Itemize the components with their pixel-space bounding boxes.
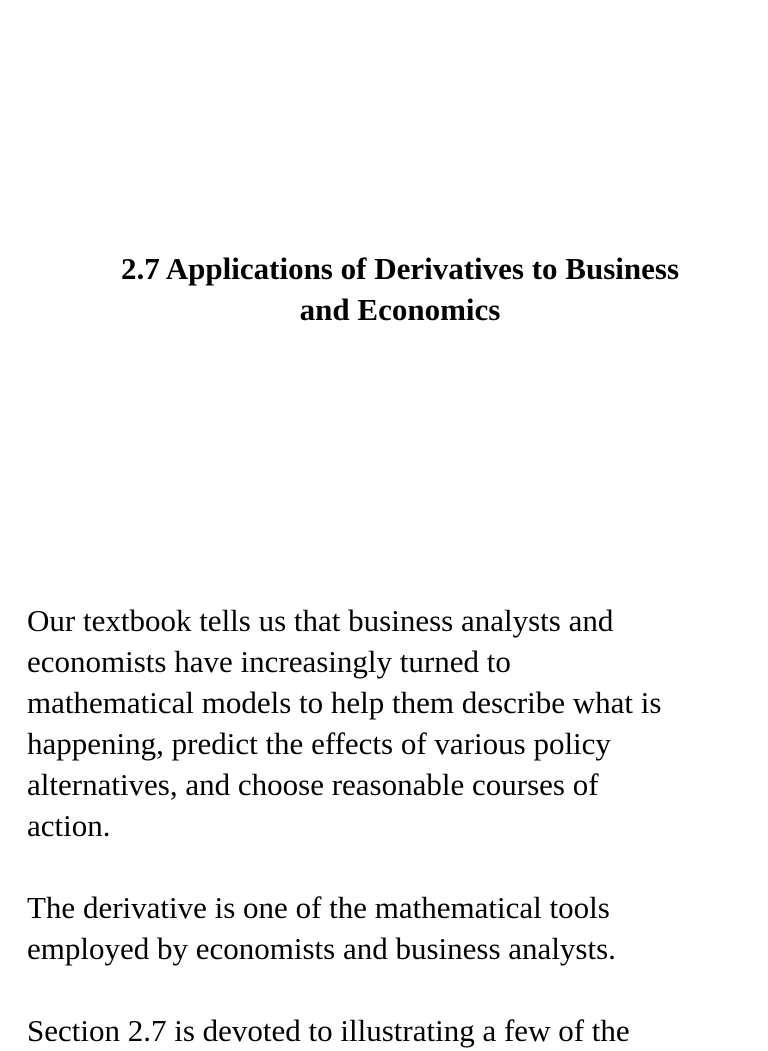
paragraph-intro [27, 600, 757, 846]
paragraph-line: Section 2.7 is devoted to illustrating a few of the [27, 1013, 630, 1048]
paragraph-line: Our textbook tells us that business analysts and [27, 603, 614, 638]
paragraph-line: alternatives, and choose reasonable courses of [27, 767, 599, 802]
paragraph-line: The derivative is one of the mathematical tools [27, 890, 610, 925]
paragraph-derivative-tool [27, 887, 757, 969]
paragraph-line: mathematical models to help them describe what is [27, 685, 662, 720]
paragraph-line: action. [27, 808, 111, 843]
paragraph-section-overview [27, 1010, 757, 1051]
paragraph-line: happening, predict the effects of various policy [27, 726, 611, 761]
section-title [60, 248, 740, 330]
section-title-line-2: and Economics [299, 292, 501, 327]
paragraph-line: employed by economists and business analysts. [27, 931, 616, 966]
section-title-line-1: 2.7 Applications of Derivatives to Business [120, 251, 680, 286]
paragraph-line: economists have increasingly turned to [27, 644, 511, 679]
